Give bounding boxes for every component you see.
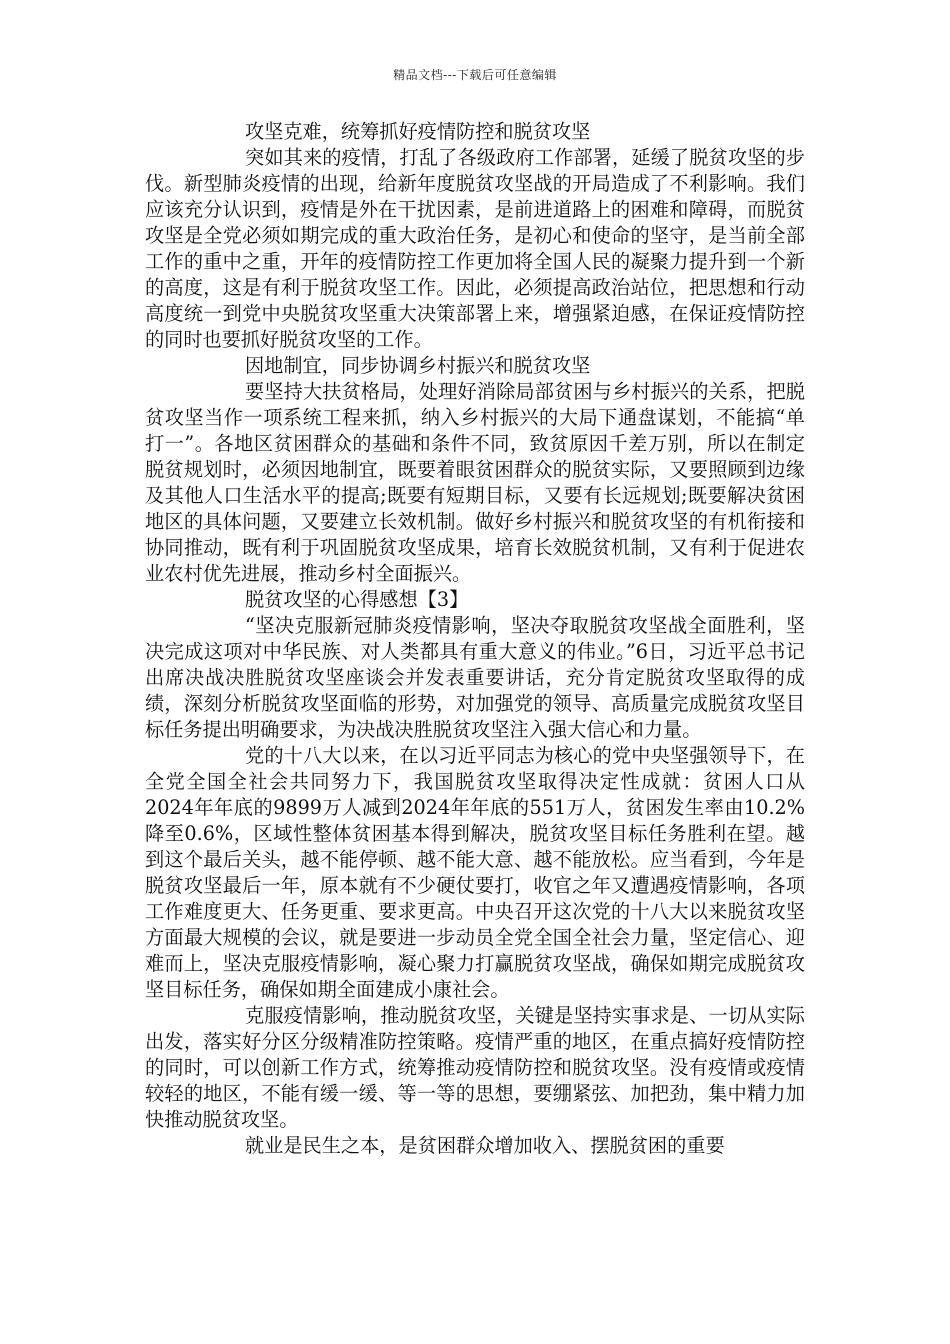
paragraph-6: 就业是民生之本，是贫困群众增加收入、摆脱贫困的重要	[245, 1134, 725, 1157]
paragraph-4: 党的十八大以来，在以习近平同志为核心的党中央坚强领导下，在全党全国全社会共同努力下，我国脱贫攻坚取得决定性成就：贫困人口从2024年年底的9899万人减到2024年年底的551万人，贫困发生率由10.2%降至0.6%，区域性整体贫困基本得到解决，脱贫攻坚目标任务胜利在望。越到这个最后关头，越不能停顿、越不能大意、越不能放松。应当看到，今年是脱贫攻坚最后一年，原本就有不少硬仗要打，收官之年又遭遇疫情影响，各项工作难度更大、任务更重、要求更高。中央召开这次党的十八大以来脱贫攻坚方面最大规模的会议，就是要进一步动员全党全国全社会力量，坚定信心、迎难而上，坚决克服疫情影响，凝心聚力打赢脱贫攻坚战，确保如期完成脱贫攻坚目标任务，确保如期全面建成小康社会。	[145, 744, 805, 1001]
paragraph-1: 突如其来的疫情，打乱了各级政府工作部署，延缓了脱贫攻坚的步伐。新型肺炎疫情的出现，给新年度脱贫攻坚战的开局造成了不利影响。我们应该充分认识到，疫情是外在干扰因素，是前进道路上的困难和障碍，而脱贫攻坚是全党必须如期完成的重大政治任务，是初心和使命的坚守，是当前全部工作的重中之重，开年的疫情防控工作更加将全国人民的凝聚力提升到一个新的高度，这是有利于脱贫攻坚工作。因此，必须提高政治站位，把思想和行动高度统一到党中央脱贫攻坚重大决策部署上来，增强紧迫感，在保证疫情防控的同时也要抓好脱贫攻坚的工作。	[145, 146, 805, 351]
page-header: 精品文档---下载后可任意编辑	[393, 68, 557, 82]
paragraph-2: 要坚持大扶贫格局，处理好消除局部贫困与乡村振兴的关系，把脱贫攻坚当作一项系统工程来抓，纳入乡村振兴的大局下通盘谋划，不能搞“单打一”。各地区贫困群众的基础和条件不同，致贫原因千差万别，所以在制定脱贫规划时，必须因地制宜，既要着眼贫困群众的脱贫实际，又要照顾到边缘及其他人口生活水平的提高;既要有短期目标，又要有长远规划;既要解决贫困地区的具体问题，又要建立长效机制。做好乡村振兴和脱贫攻坚的有机衔接和协同推动，既有利于巩固脱贫攻坚成果，培育长效脱贫机制，又有利于促进农业农村优先进展，推动乡村全面振兴。	[145, 380, 805, 585]
section-heading-2: 因地制宜，同步协调乡村振兴和脱贫攻坚	[245, 354, 591, 377]
document-body	[145, 119, 805, 1159]
section-heading-1: 攻坚克难，统筹抓好疫情防控和脱贫攻坚	[245, 120, 591, 143]
paragraph-5: 克服疫情影响，推动脱贫攻坚，关键是坚持实事求是、一切从实际出发，落实好分区分级精准防控策略。疫情严重的地区，在重点搞好疫情防控的同时，可以创新工作方式，统筹推动疫情防控和脱贫攻坚。没有疫情或疫情较轻的地区，不能有缓一缓、等一等的思想，要绷紧弦、加把劲，集中精力加快推动脱贫攻坚。	[145, 1004, 805, 1131]
paragraph-3: “坚决克服新冠肺炎疫情影响，坚决夺取脱贫攻坚战全面胜利，坚决完成这项对中华民族、对人类都具有重大意义的伟业。”6日，习近平总书记出席决战决胜脱贫攻坚座谈会并发表重要讲话，充分肯定脱贫攻坚取得的成绩，深刻分析脱贫攻坚面临的形势，对加强党的领导、高质量完成脱贫攻坚目标任务提出明确要求，为决战决胜脱贫攻坚注入强大信心和力量。	[145, 614, 805, 741]
section-heading-3: 脱贫攻坚的心得感想【3】	[245, 588, 469, 611]
